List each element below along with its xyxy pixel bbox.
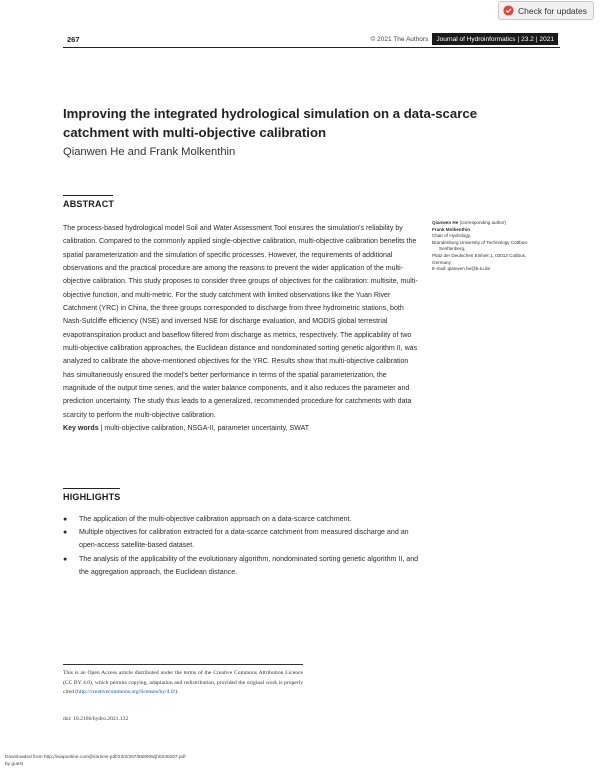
abstract-body bbox=[63, 222, 418, 436]
check-for-updates-label: Check for updates bbox=[518, 5, 587, 16]
bullet-icon: ● bbox=[63, 516, 68, 523]
highlights-rule bbox=[63, 488, 120, 489]
author1-note: (corresponding author) bbox=[459, 220, 507, 225]
journal-bar: Journal of Hydroinformatics | 23.2 | 2021 bbox=[432, 33, 558, 45]
affiliation-chair: Chair of Hydrology, bbox=[432, 233, 471, 239]
authors: Qianwen He and Frank Molkenthin bbox=[63, 146, 236, 158]
bullet-icon: ● bbox=[63, 555, 68, 563]
download-source: Downloaded from http://iwaponline.com/jh/article-pdf/23/2/267/858005/jh0230267.pdf bbox=[5, 755, 186, 760]
keywords-line: Key words | multi-objective calibration, NSGA-II, parameter uncertainty, SWAT bbox=[63, 425, 310, 433]
highlights-heading: HIGHLIGHTS bbox=[63, 492, 121, 502]
check-for-updates-button[interactable] bbox=[498, 1, 594, 20]
highlight-item: ● Multiple objectives for calibration extracted for a data-scarce catchment from measured discharge and an open-access satellite-based dataset. bbox=[63, 528, 409, 550]
doi[interactable]: doi: 10.2166/hydro.2021.132 bbox=[63, 716, 129, 722]
journal-year: 2021 bbox=[539, 35, 554, 43]
author2-name: Frank Molkenthin bbox=[432, 226, 471, 232]
license-note: This is an Open Access article distributed under the terms of the Creative Commons Attribution Licence (CC BY 4.0), which permits copying, adaptation and redistribution, provided the original work is properly cited (http://creativecommons.org/licenses/by/4.0/). bbox=[63, 670, 303, 696]
running-header bbox=[371, 33, 558, 45]
keywords: multi-objective calibration, NSGA-II, parameter uncertainty, SWAT bbox=[104, 425, 310, 433]
copyright: © 2021 The Authors bbox=[370, 35, 429, 43]
author-info bbox=[432, 220, 560, 273]
affiliation-address: Platz der Deutschen Einheit 1, 03013 Cottbus, bbox=[432, 252, 527, 258]
journal-volume: 23.2 bbox=[521, 35, 534, 43]
license-divider bbox=[63, 664, 303, 665]
header-divider bbox=[63, 47, 560, 48]
journal-name: Journal of Hydroinformatics bbox=[436, 35, 516, 43]
highlights-list bbox=[63, 513, 423, 579]
abstract-rule bbox=[63, 195, 113, 196]
highlight-item: ● The analysis of the applicability of the evolutionary algorithm, nondominated sorting genetic algorithm II, and the aggregation approach, the Euclidean distance. bbox=[63, 554, 419, 576]
affiliation-university-cont: Senftenberg, bbox=[439, 246, 466, 252]
author-email[interactable]: E-mail: qianwen.he@b-tu.de bbox=[432, 266, 491, 272]
download-footer bbox=[5, 755, 305, 768]
article-title: Improving the integrated hydrological simulation on a data-scarce catchment with multi-objective calibration bbox=[63, 106, 478, 140]
highlight-item: ● The application of the multi-objective calibration approach on a data-scarce catchment. bbox=[63, 513, 423, 526]
affiliation-university: Brandenburg University of Technology Cottbus- bbox=[432, 239, 529, 245]
bullet-icon: ● bbox=[63, 529, 68, 537]
affiliation-country: Germany bbox=[432, 259, 451, 265]
keywords-label: Key words bbox=[63, 425, 99, 433]
crossmark-icon bbox=[503, 5, 514, 16]
license-link[interactable]: http://creativecommons.org/licenses/by/4.0/ bbox=[77, 689, 176, 696]
author1-name: Qianwen He bbox=[432, 220, 459, 225]
page-number: 267 bbox=[67, 35, 80, 44]
abstract-heading: ABSTRACT bbox=[63, 199, 115, 209]
abstract-text: The process-based hydrological model Soil and Water Assessment Tool ensures the simulation's reliability by calibration. Compared to the commonly applied single-objective calibration, multi-objective calibration benefits the spatial parameterization and the simulation of specific processes. However, the requirements of additional observations and the practical procedure are among the reasons to prevent the wider application of the multi-objective calibration. This study proposes to consider three groups of objectives for the calibration: multisite, multi-objective function, and multi-metric. For the study catchment with limited observations like the Yuan River Catchment (YRC) in China, the three groups corresponded to discharge from three hydrometric stations, both Nash-Sutcliffe efficiency (NSE) and inversed NSE for discharge evaluation, and MODIS global terrestrial evapotranspiration product and baseflow filtered from discharge as metrics, respectively. The applicability of two multi-objective calibration approaches, the Euclidean distance and nondominated sorting genetic algorithm II, was analyzed to calibrate the above-mentioned objectives for the YRC. Results show that multi-objective calibration has simultaneously ensured the model's better performance in terms of the spatial parameterization, the magnitude of the output time series, and the water balance components, and it also reduces the parameter and prediction uncertainty. The study thus leads to a generalized, recommended procedure for catchments with data scarcity to perform the multi-objective calibration. bbox=[63, 225, 418, 419]
download-by: by guest bbox=[5, 761, 24, 767]
